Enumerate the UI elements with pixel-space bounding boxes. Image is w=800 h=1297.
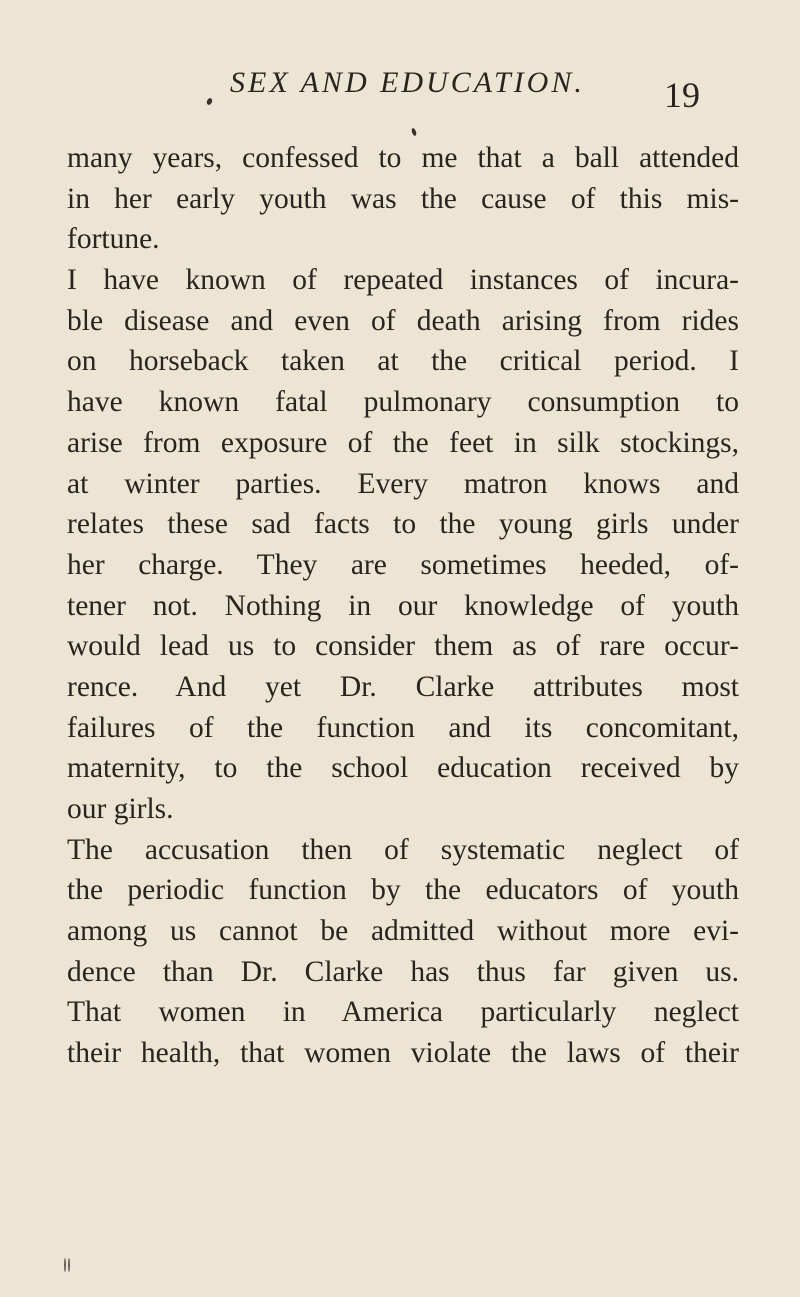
ink-speck [64, 1258, 66, 1272]
text-line: on horseback taken at the critical period. I [67, 345, 739, 378]
text-line: dence than Dr. Clarke has thus far given us. [67, 955, 739, 988]
text-line: arise from exposure of the feet in silk stockings, [67, 426, 739, 459]
text-line: many years, confessed to me that a ball attended [67, 142, 739, 174]
ink-speck [206, 97, 213, 105]
text-line: would lead us to consider them as of rare occur- [67, 630, 739, 663]
text-line: ble disease and even of death arising from rides [67, 304, 739, 337]
text-line: have known fatal pulmonary consumption to [67, 386, 739, 419]
text-line: I have known of repeated instances of incura- [67, 264, 739, 297]
ink-speck [411, 128, 417, 137]
text-line: the periodic function by the educators of youth [67, 874, 739, 907]
running-head-title: SEX AND EDUCATION. [230, 66, 585, 99]
text-line: our girls. [67, 793, 174, 825]
text-line: tener not. Nothing in our knowledge of youth [67, 589, 739, 622]
text-line: fortune. [67, 223, 160, 256]
text-line: The accusation then of systematic neglect of [67, 833, 739, 866]
text-line: their health, that women violate the laws of their [67, 1037, 739, 1070]
text-line: maternity, to the school education received by [67, 752, 739, 785]
text-line: That women in America particularly neglect [67, 996, 739, 1029]
ink-speck [68, 1258, 70, 1272]
text-line: at winter parties. Every matron knows and [67, 467, 739, 500]
page-number: 19 [664, 75, 700, 115]
body-text [67, 138, 739, 1074]
text-line: relates these sad facts to the young girls under [67, 508, 739, 541]
text-line: her charge. They are sometimes heeded, of- [67, 548, 739, 581]
text-line: among us cannot be admitted without more evi- [67, 915, 739, 948]
text-line: failures of the function and its concomitant, [67, 711, 739, 744]
text-line: in her early youth was the cause of this mis- [67, 182, 739, 215]
text-line: rence. And yet Dr. Clarke attributes most [67, 670, 739, 703]
